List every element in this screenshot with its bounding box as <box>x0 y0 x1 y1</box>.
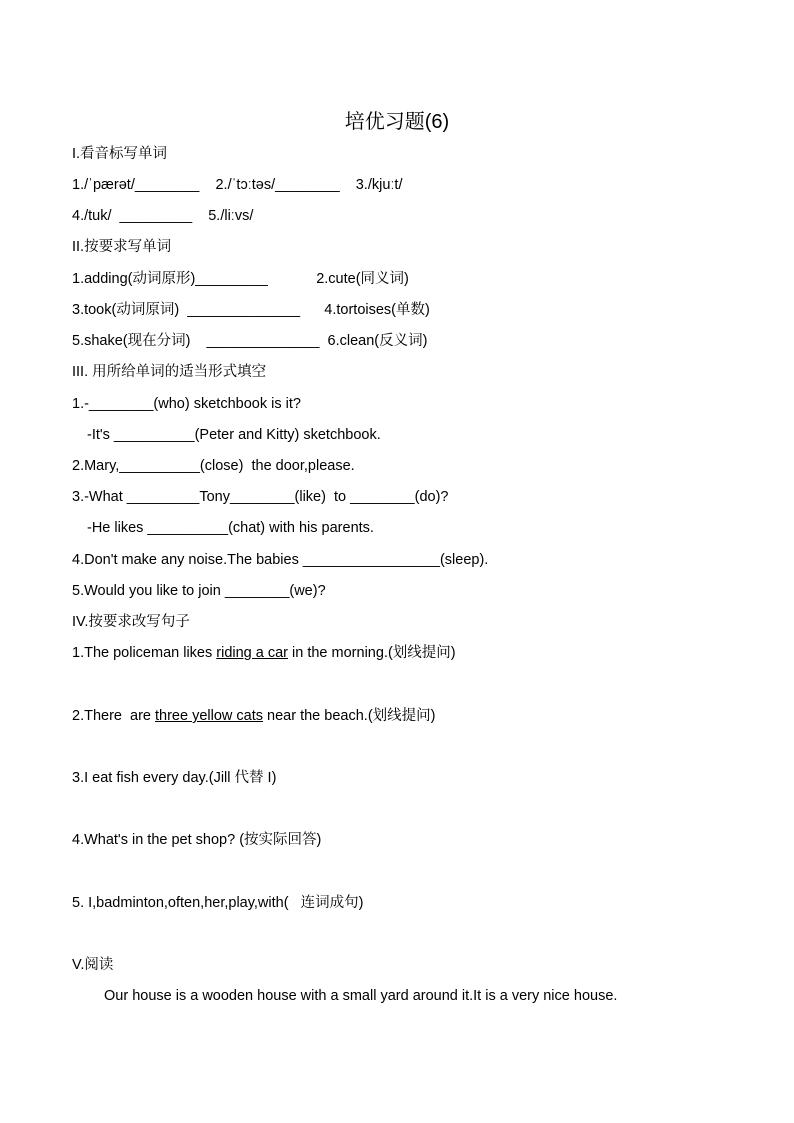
reading-paragraph: Our house is a wooden house with a small yard around it.It is a very nice house. <box>104 988 618 1004</box>
section-3-question-5: 5.Would you like to join ________(we)? <box>72 583 326 599</box>
section-3-question-3a: 3.-What _________Tony________(like) to ________(do)? <box>72 489 449 505</box>
section-1-row-1: 1./ˈpærət/________ 2./ˈtɔːtəs/________ 3./kjuːt/ <box>72 177 403 193</box>
question-text: near the beach.(划线提问) <box>263 708 436 724</box>
underlined-phrase: three yellow cats <box>155 708 264 724</box>
section-4-question-2 <box>72 707 435 725</box>
section-3-question-4: 4.Don't make any noise.The babies _________________(sleep). <box>72 552 489 568</box>
question-text: in the morning.(划线提问) <box>288 645 456 661</box>
section-1-heading: I.看音标写单词 <box>72 146 168 162</box>
section-4-question-5: 5. I,badminton,often,her,play,with( 连词成句) <box>72 895 364 911</box>
section-2-heading: II.按要求写单词 <box>72 239 172 255</box>
question-text: 2.There are <box>72 708 156 724</box>
section-4-question-3: 3.I eat fish every day.(Jill 代替 I) <box>72 770 277 786</box>
section-3-question-3b: -He likes __________(chat) with his parents. <box>87 520 374 536</box>
section-5-heading: V.阅读 <box>72 957 114 973</box>
question-text: 1.The policeman likes <box>72 645 217 661</box>
section-2-row-3: 5.shake(现在分词) ______________ 6.clean(反义词) <box>72 333 428 349</box>
section-3-question-1a: 1.-________(who) sketchbook is it? <box>72 396 301 412</box>
section-2-row-1: 1.adding(动词原形)_________ 2.cute(同义词) <box>72 271 409 287</box>
section-3-question-1b: -It's __________(Peter and Kitty) sketchbook. <box>87 427 381 443</box>
section-2-row-2: 3.took(动词原词) ______________ 4.tortoises(单数) <box>72 302 430 318</box>
section-3-question-2: 2.Mary,__________(close) the door,please. <box>72 458 355 474</box>
underlined-phrase: riding a car <box>216 645 288 661</box>
section-4-question-1 <box>72 644 456 662</box>
section-4-heading: IV.按要求改写句子 <box>72 614 190 630</box>
section-1-row-2: 4./tuk/ _________ 5./liːvs/ <box>72 208 254 224</box>
section-4-question-4: 4.What's in the pet shop? (按实际回答) <box>72 832 322 848</box>
section-3-heading: III. 用所给单词的适当形式填空 <box>72 364 267 380</box>
page-title: 培优习题(6) <box>344 111 450 133</box>
